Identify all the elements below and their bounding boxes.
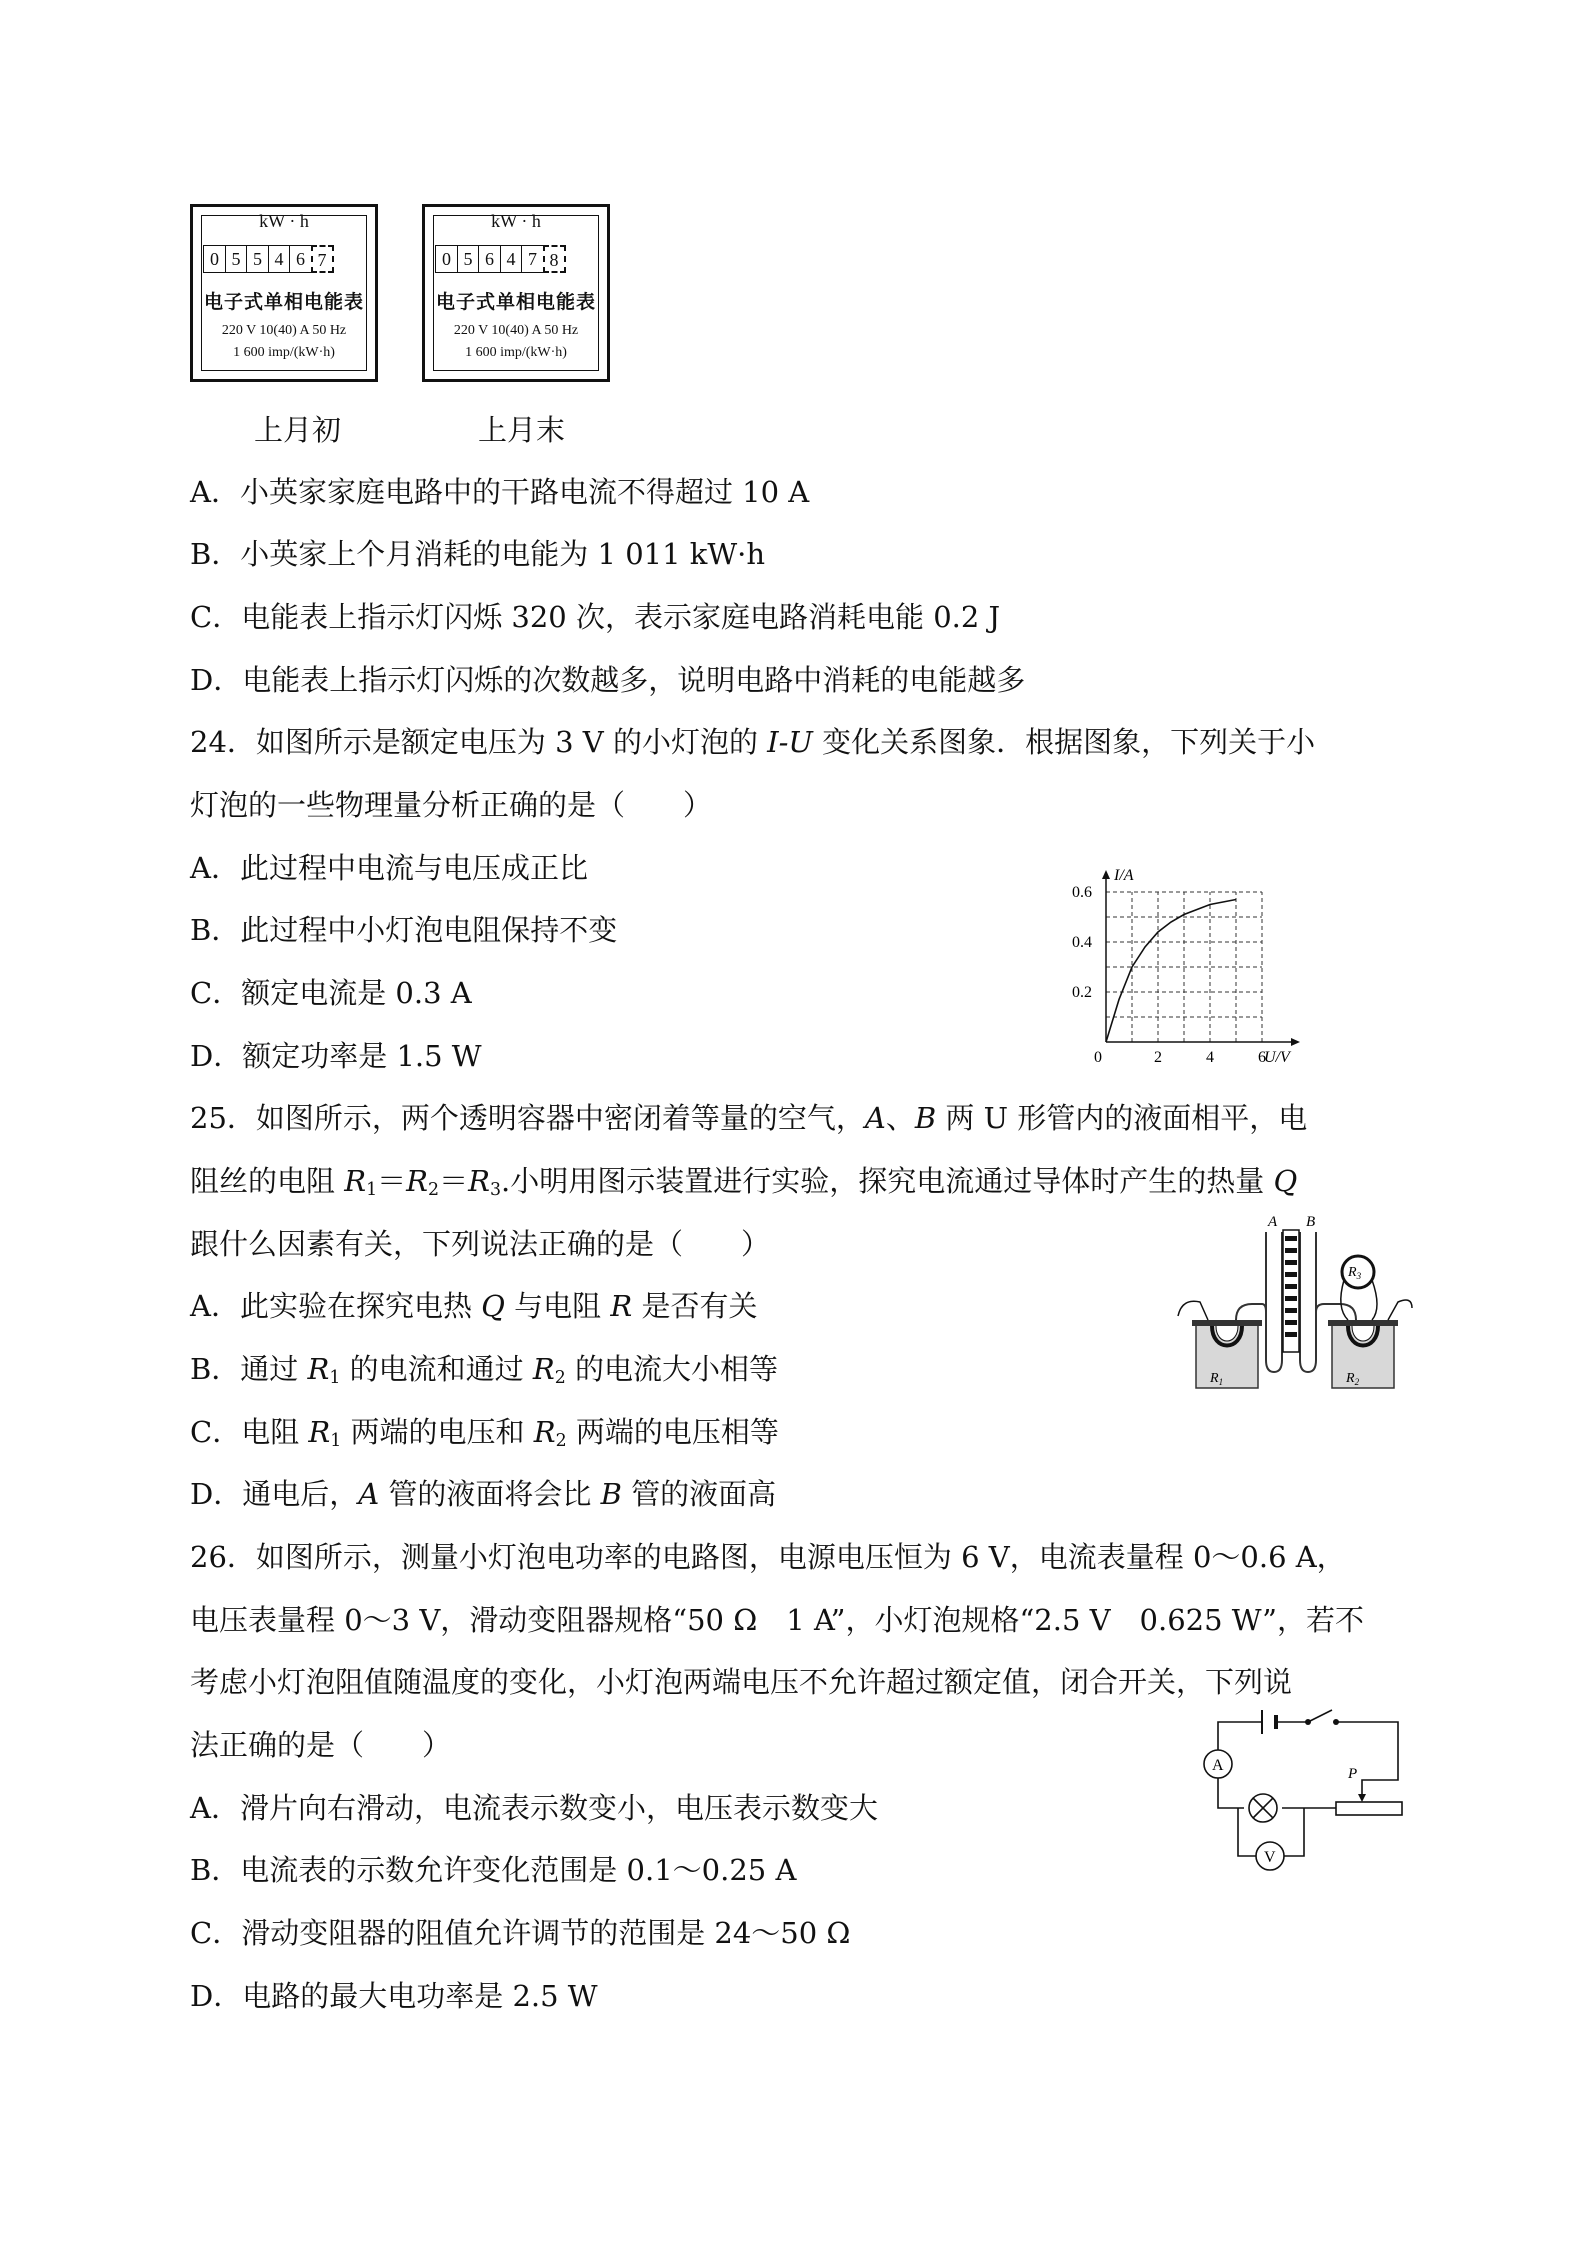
wire-left xyxy=(1178,1301,1208,1320)
meter-digit: 6 xyxy=(289,245,312,273)
label-r3-sub: 3 xyxy=(1356,1271,1362,1281)
label-r3-letter: R xyxy=(1348,1265,1357,1280)
meter-spec: 220 V 10(40) A 50 Hz xyxy=(453,323,579,338)
chart-y-tick-label: 0.4 xyxy=(1072,934,1092,951)
q25-var-a: A xyxy=(358,1477,380,1511)
chart-series-line xyxy=(1106,900,1236,1043)
meter-digit: 5 xyxy=(246,245,269,273)
q25-var-r: R xyxy=(468,1164,490,1198)
meter-unit: kW · h xyxy=(259,211,309,231)
q25-text: 的电流大小相等 xyxy=(565,1352,779,1386)
scale-mark xyxy=(1285,1272,1297,1277)
meter-digit: 6 xyxy=(478,245,501,273)
q25-text: 、 xyxy=(885,1101,915,1135)
q25-var-b: B xyxy=(600,1477,622,1511)
label-r1-letter: R xyxy=(1210,1371,1219,1386)
q25-text: D．通电后， xyxy=(190,1477,359,1511)
chart-ylabel: I/A xyxy=(1114,867,1134,884)
meter-digit: 5 xyxy=(225,245,248,273)
meter-digit-decimal: 7 xyxy=(311,245,334,273)
chart-y-arrow xyxy=(1102,870,1110,879)
scale-mark xyxy=(1285,1308,1297,1313)
u-tube-b xyxy=(1300,1232,1316,1372)
q24-option-c: C．额定电流是 0.3 A xyxy=(190,976,472,1010)
meter-digit: 7 xyxy=(521,245,544,273)
q26-stem-line1: 26．如图所示，测量小灯泡电功率的电路图，电源电压恒为 6 V，电流表量程 0～0.6 A， xyxy=(190,1540,1346,1574)
q25-text: 是否有关 xyxy=(632,1289,758,1323)
chart-ticks xyxy=(1072,884,1266,1066)
q25-text: 两端的电压和 xyxy=(341,1415,534,1449)
label-tube-a: A xyxy=(1268,1214,1278,1230)
q24-stem-text: 24．如图所示是额定电压为 3 V 的小灯泡的 xyxy=(190,725,768,759)
q26-option-c: C．滑动变阻器的阻值允许调节的范围是 24～50 Ω xyxy=(190,1916,851,1950)
meter-digit: 0 xyxy=(203,245,226,273)
q25-option-b: B．通过 $R_1$ 的电流和通过 $R_2$ 的电流大小相等 xyxy=(190,1352,779,1388)
q25-option-a xyxy=(190,1286,757,1326)
wire-left xyxy=(1218,1778,1244,1808)
container-right-lid xyxy=(1328,1320,1398,1326)
q25-var-r: R xyxy=(532,1352,555,1386)
chart-y-tick-label: 0.6 xyxy=(1072,884,1092,901)
q25-text: .小明用图示装置进行实验，探究电流通过导体时产生的热量 xyxy=(501,1164,1274,1198)
wire-top-left xyxy=(1218,1722,1262,1750)
scale-mark xyxy=(1285,1320,1297,1325)
q26-option-a: A．滑片向右滑动，电流表示数变小，电压表示数变大 xyxy=(190,1791,878,1825)
q25-text: A．此实验在探究电热 xyxy=(190,1289,482,1323)
scale-mark xyxy=(1285,1236,1297,1241)
scale-ticks xyxy=(1285,1236,1297,1337)
rheostat xyxy=(1336,1802,1402,1815)
chart-x-tick-label: 4 xyxy=(1206,1049,1214,1066)
q25-text: B．通过 xyxy=(190,1352,308,1386)
meter-unit: kW · h xyxy=(491,211,541,231)
meter-start xyxy=(190,204,378,382)
container-left-lid xyxy=(1192,1320,1262,1326)
circuit-diagram xyxy=(1196,1700,1412,1876)
chart-y-tick-label: 0.2 xyxy=(1072,984,1092,1001)
switch-blade xyxy=(1308,1710,1332,1722)
q25-stem-line3: 跟什么因素有关，下列说法正确的是（ ） xyxy=(190,1227,771,1261)
voltmeter-label: V xyxy=(1264,1849,1276,1866)
q25-var-r: R xyxy=(344,1164,367,1198)
meter-name: 电子式单相电能表 xyxy=(435,291,596,313)
q25-text: 管的液面将会比 xyxy=(379,1477,601,1511)
meter-digit-decimal: 8 xyxy=(543,245,566,273)
q23-option-d: D．电能表上指示灯闪烁的次数越多，说明电路中消耗的电能越多 xyxy=(190,663,1026,697)
q23-option-b: B．小英家上个月消耗的电能为 1 011 kW·h xyxy=(190,537,766,571)
q24-stem-line2: 灯泡的一些物理量分析正确的是（ ） xyxy=(190,788,713,822)
q25-var-r: R xyxy=(406,1164,428,1198)
q25-var-q: Q xyxy=(1273,1164,1298,1198)
meter-digits xyxy=(203,245,332,273)
chart-x-tick-label: 0 xyxy=(1094,1049,1102,1066)
q25-var-r: R xyxy=(308,1415,331,1449)
wire-top-right xyxy=(1338,1722,1398,1762)
q25-text: C．电阻 xyxy=(190,1415,309,1449)
meter-digit: 4 xyxy=(268,245,291,273)
slider-label: P xyxy=(1348,1766,1358,1782)
ammeter-label: A xyxy=(1212,1757,1224,1774)
q25-text: 与电阻 xyxy=(504,1289,611,1323)
rheostat-slider xyxy=(1362,1762,1398,1798)
q24-option-a: A．此过程中电流与电压成正比 xyxy=(190,851,588,885)
iu-chart xyxy=(1060,860,1320,1080)
label-r2-sub: 2 xyxy=(1354,1377,1360,1387)
q24-stem-text: 变化关系图象．根据图象，下列关于小 xyxy=(812,725,1316,759)
q25-var-a: A xyxy=(864,1101,886,1135)
scale-mark xyxy=(1285,1332,1297,1337)
q25-var-b: B xyxy=(914,1101,937,1135)
connecting-tube-right xyxy=(1316,1304,1356,1320)
meter-name: 电子式单相电能表 xyxy=(203,291,364,313)
connecting-tube-left xyxy=(1236,1304,1266,1320)
meter-digits xyxy=(435,245,564,273)
joule-heating-apparatus xyxy=(1176,1212,1414,1392)
meter-caption-start: 上月初 xyxy=(254,413,342,447)
q25-text: 的电流和通过 xyxy=(340,1352,533,1386)
q26-option-b: B．电流表的示数允许变化范围是 0.1～0.25 A xyxy=(190,1853,797,1887)
scale-mark xyxy=(1285,1296,1297,1301)
meter-digit: 0 xyxy=(435,245,458,273)
q25-text: 阻丝的电阻 xyxy=(190,1164,345,1198)
q23-option-c: C．电能表上指示灯闪烁 320 次，表示家庭电路消耗电能 0.2 J xyxy=(190,600,1001,634)
q25-text: 两端的电压相等 xyxy=(566,1415,779,1449)
q26-stem-line4: 法正确的是（ ） xyxy=(190,1728,452,1762)
q25-stem-line2: 阻丝的电阻 $R_1=R_2=R_3$.小明用图示装置进行实验，探究电流通过导体时产生的热量 Q xyxy=(190,1164,1298,1200)
wire-right xyxy=(1388,1300,1412,1320)
switch-contact xyxy=(1333,1719,1339,1725)
q25-var-r: R xyxy=(610,1289,633,1323)
q23-option-a: A．小英家家庭电路中的干路电流不得超过 10 A xyxy=(190,475,810,509)
label-tube-b: B xyxy=(1306,1214,1316,1230)
q26-option-d: D．电路的最大电功率是 2.5 W xyxy=(190,1979,598,2013)
q24-stem-line1 xyxy=(190,722,1315,762)
meter-spec: 1 600 imp/(kW·h) xyxy=(233,345,335,360)
q26-stem-line2: 电压表量程 0～3 V，滑动变阻器规格“50 Ω 1 A”，小灯泡规格“2.5 V 0.625 W”，若不 xyxy=(190,1603,1364,1637)
meter-digit: 5 xyxy=(457,245,480,273)
u-tube-a xyxy=(1266,1232,1282,1372)
label-r2-letter: R xyxy=(1346,1371,1355,1386)
q26-stem-line3: 考虑小灯泡阻值随温度的变化，小灯泡两端电压不允许超过额定值，闭合开关，下列说 xyxy=(190,1665,1293,1699)
meter-end xyxy=(422,204,610,382)
label-r1-sub: 1 xyxy=(1218,1377,1224,1387)
q25-text: 两 U 形管内的液面相平，电 xyxy=(936,1101,1308,1135)
q24-stem-var: I-U xyxy=(767,725,813,759)
scale-mark xyxy=(1285,1260,1297,1265)
q25-text: 管的液面高 xyxy=(621,1477,777,1511)
meter-digit: 4 xyxy=(500,245,523,273)
scale-mark xyxy=(1285,1284,1297,1289)
q24-option-b: B．此过程中小灯泡电阻保持不变 xyxy=(190,913,618,947)
chart-x-tick-label: 6 xyxy=(1258,1049,1266,1066)
chart-x-tick-label: 2 xyxy=(1154,1049,1162,1066)
chart-xlabel: U/V xyxy=(1264,1049,1290,1066)
q25-option-d xyxy=(190,1474,776,1514)
meter-spec: 220 V 10(40) A 50 Hz xyxy=(221,323,347,338)
rheostat-slider-arrow xyxy=(1358,1794,1366,1802)
q24-option-d: D．额定功率是 1.5 W xyxy=(190,1039,482,1073)
scale-mark xyxy=(1285,1248,1297,1253)
meter-caption-end: 上月末 xyxy=(478,413,566,447)
q25-option-c: C．电阻 $R_1$ 两端的电压和 $R_2$ 两端的电压相等 xyxy=(190,1415,779,1451)
q25-stem-line1 xyxy=(190,1098,1307,1138)
meter-spec: 1 600 imp/(kW·h) xyxy=(465,345,567,360)
q25-var-r: R xyxy=(307,1352,330,1386)
chart-x-arrow xyxy=(1291,1038,1300,1046)
q25-var-r: R xyxy=(533,1415,556,1449)
q25-var-q: Q xyxy=(481,1289,505,1323)
q25-text: 25．如图所示，两个透明容器中密闭着等量的空气， xyxy=(190,1101,865,1135)
